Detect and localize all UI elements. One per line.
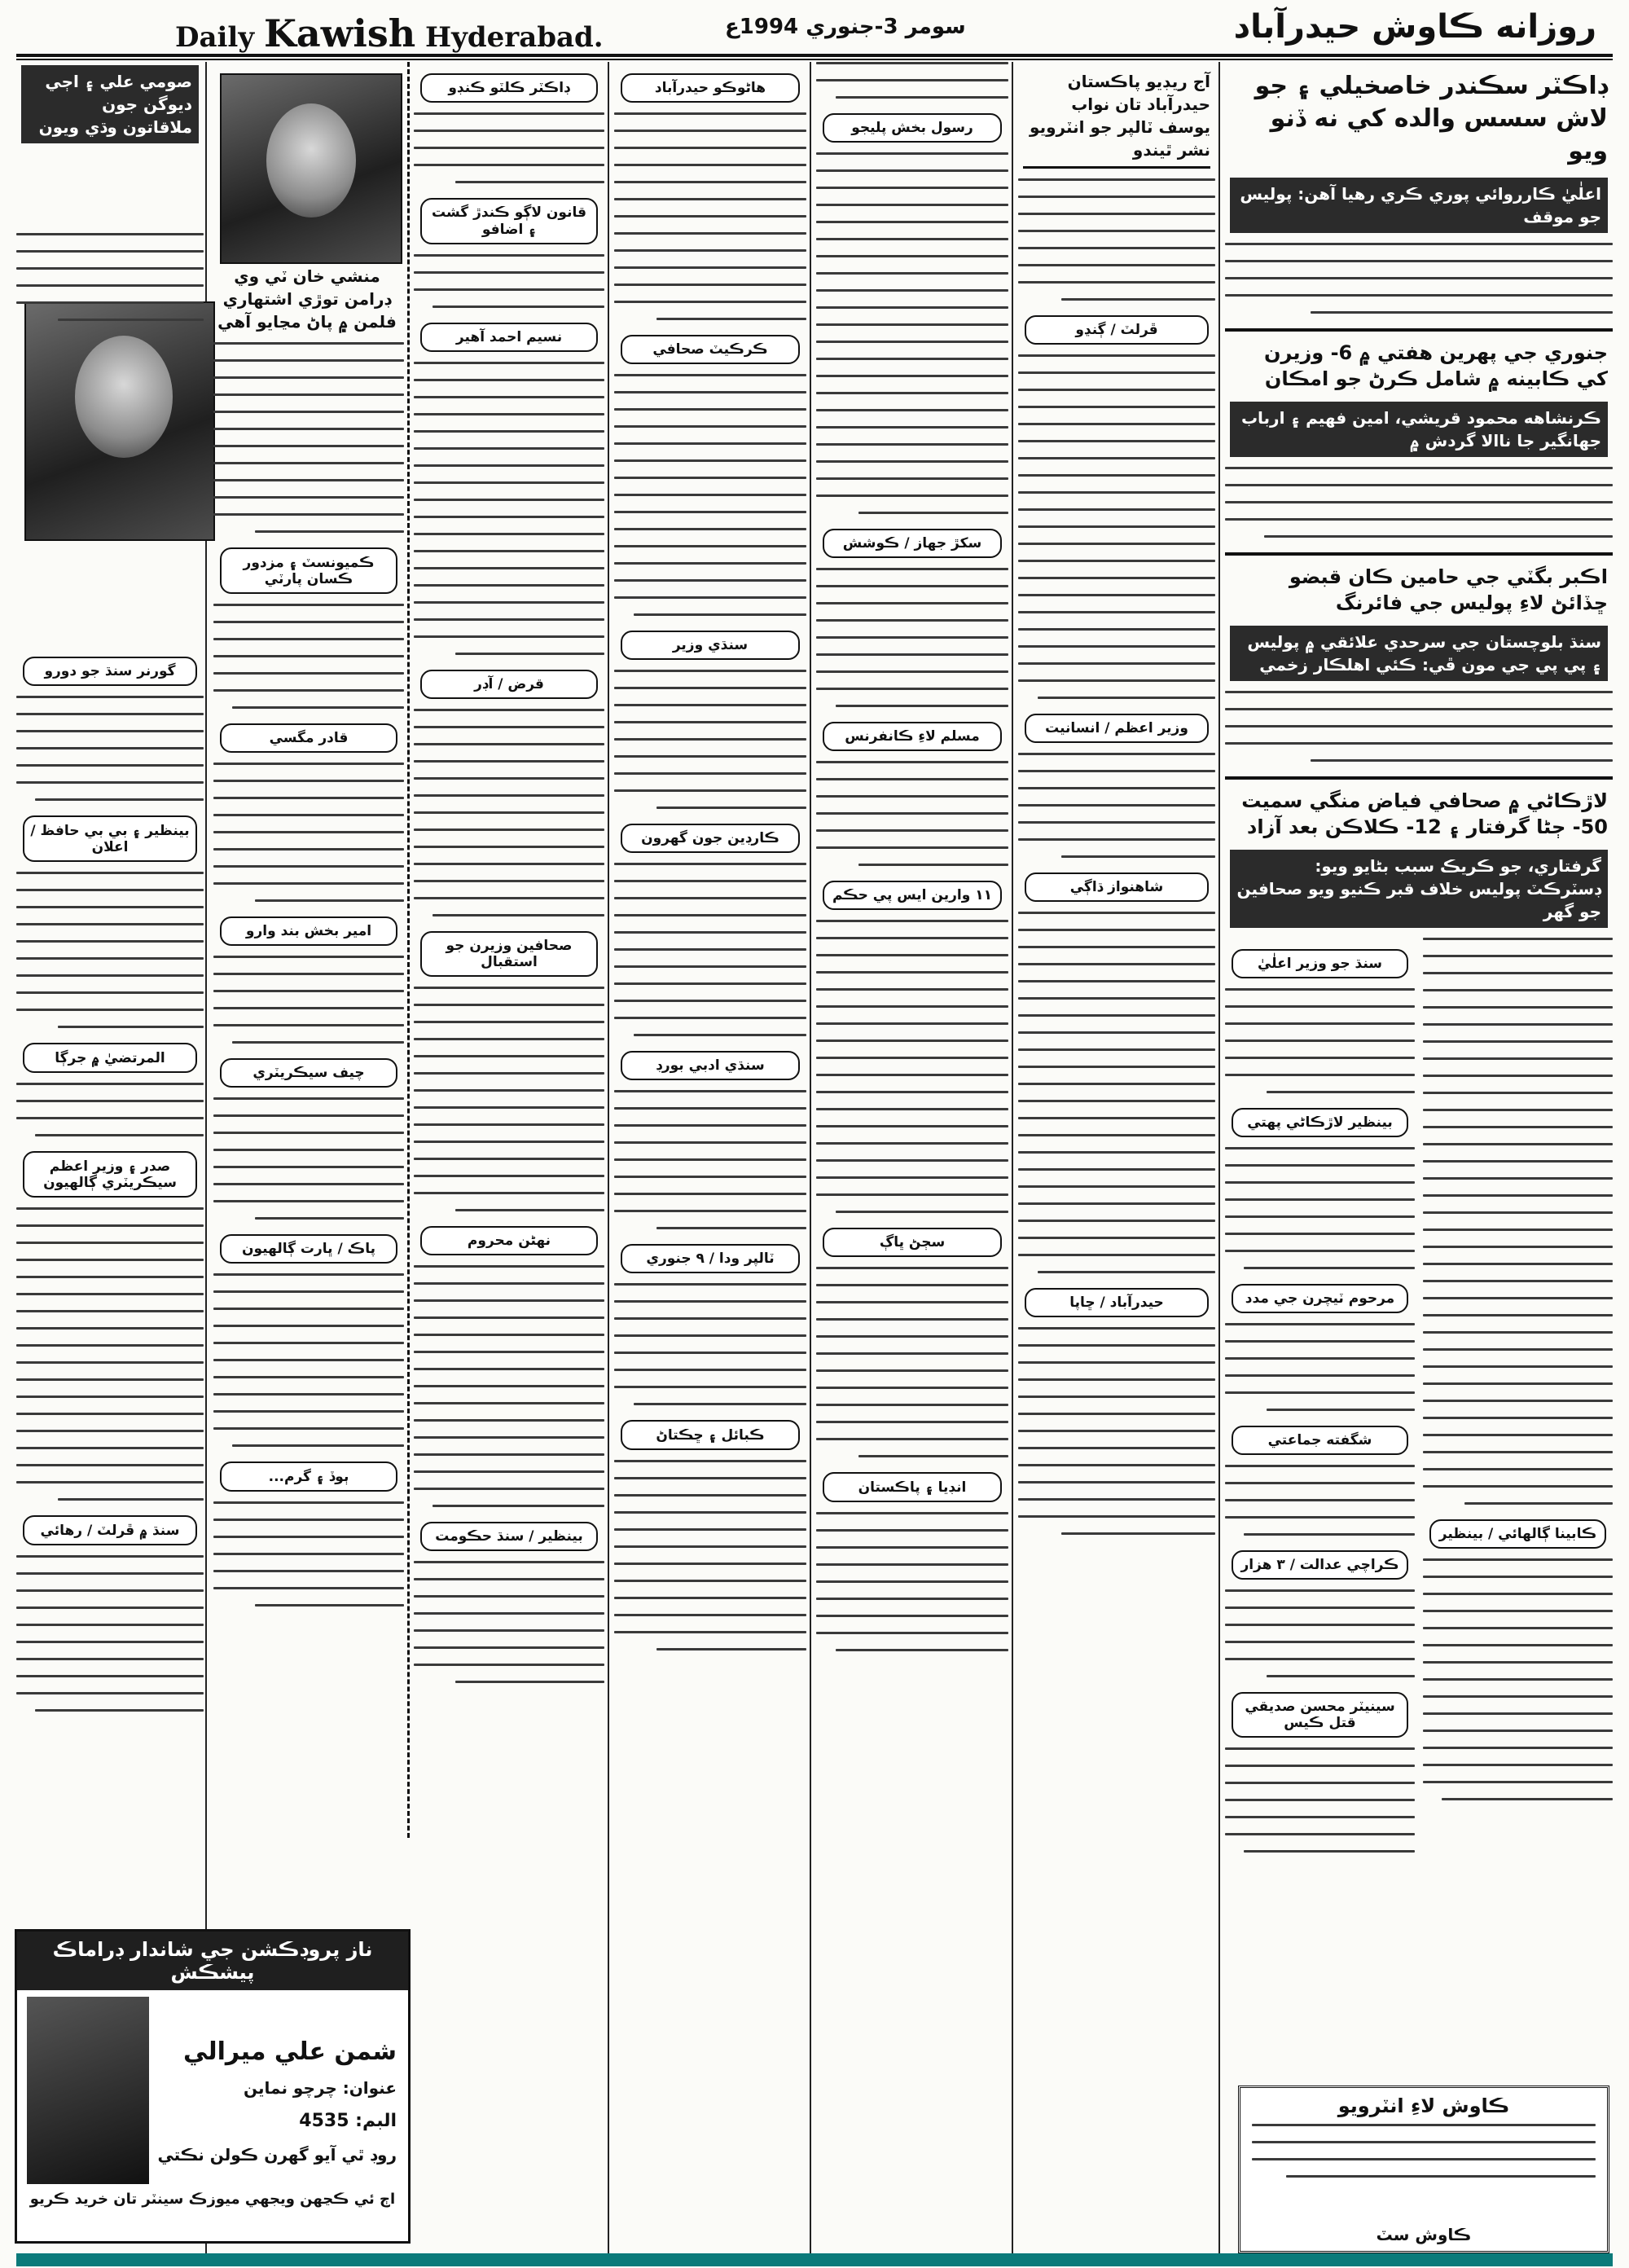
headline-cabinet: جنوري جي پهرين هفتي ۾ 6- وزيرن کي ڪابينه ۾ شامل ڪرڻ جو امڪان [1264, 341, 1608, 390]
article-text [1225, 691, 1613, 762]
article-text [1225, 467, 1613, 538]
section-box-plane: سکڙ جهاز / ڪوشش [823, 529, 1002, 558]
article-text [1018, 354, 1215, 699]
article-text [614, 1283, 806, 1405]
section-box-law: قانون لاڳو ڪندڙ گشت ۽ اضافو [420, 198, 598, 244]
section-box-minister: سنڌي وزير [621, 631, 800, 660]
kawish-interview-box [1238, 2086, 1609, 2253]
music-album-advertisement [15, 1929, 411, 2244]
article-text [816, 761, 1008, 866]
article-text [1018, 178, 1215, 301]
separator [1225, 328, 1613, 332]
ad-album-number: البم: 4535 [299, 2111, 397, 2131]
section-box-cabinet-talks: ڪابينا ڳالهائي / بينظير [1429, 1519, 1606, 1549]
column-rule-dashed [407, 62, 410, 1838]
singer-photo [27, 1997, 149, 2184]
section-box-tribes: ڪبائل ۽ ڇڪتاڻ [621, 1420, 800, 1450]
ad-singer-name: شمن علي ميرالي [183, 2037, 397, 2066]
page-footer-strip [16, 2253, 1613, 2266]
section-box-chief-minister: سنڌ جو وزير اعلٰيٰ [1232, 949, 1408, 978]
headline-bugti: اڪبر بگٽي جي حامين ڪان قبضو ڇڏائڻ لاءِ پوليس جي فائرنگ [1289, 565, 1608, 614]
article-text [16, 872, 204, 1028]
section-box-cardin: ڪارڊين جون گهرون [621, 824, 800, 853]
article-text [1225, 988, 1415, 1093]
lead-subheadline: اعلٰيٰ ڪارروائي پوري ڪري رهيا آهن: پوليس جو موقف [1230, 178, 1608, 233]
section-box-karachi-court: ڪراچي عدالت / ٣ هزار [1232, 1550, 1408, 1580]
section-box-mohsin-case: سينيٽر محسن صديقي قتل ڪيس [1232, 1692, 1408, 1738]
title-main: Kawish [263, 11, 416, 55]
article-text [614, 1090, 806, 1229]
section-box-sajan: سڄڻ ڀاڳ [823, 1228, 1002, 1257]
article-text [1225, 1465, 1415, 1536]
column-rule [1218, 62, 1220, 2253]
article-text [1225, 1323, 1415, 1411]
photo-caption: منشي خان ٽي وي ڊرامن توڙي اشتهاري فلمن ۾ پاڻ مڃايو آهي [217, 266, 397, 332]
article-text [1423, 938, 1613, 1505]
column-6 [1018, 62, 1215, 2253]
article-text [614, 374, 806, 616]
face-shape [266, 103, 356, 218]
actress-photo-1 [220, 73, 402, 264]
section-box-qadir: قادر مگسي [220, 723, 397, 753]
section-box-chief-secretary: چيف سيڪريٽري [220, 1058, 397, 1088]
article-text [816, 1267, 1008, 1457]
article-text [414, 1561, 604, 1683]
masthead-rule [16, 59, 1613, 60]
column-2 [213, 342, 404, 1971]
lead-subcolumns [1225, 938, 1613, 1867]
article-text [414, 1265, 604, 1507]
section-box-muslim-conference: مسلم لاءِ ڪانفرنس [823, 722, 1002, 751]
article-text [614, 1460, 806, 1650]
separator [1225, 552, 1613, 556]
section-box-adabi-board: سنڌي ادبي بورڊ [621, 1051, 800, 1080]
section-box-3: المرتضيٰ ۾ جرڳا [23, 1043, 197, 1073]
column-7-lead [1225, 62, 1613, 2253]
article-text [816, 62, 1008, 99]
subheadline-bugti: سنڌ بلوچستان جي سرحدي علائقي ۾ پوليس ۽ پي پي جي مون ڦي: ڪئي اهلڪار زخمي [1230, 626, 1608, 681]
section-box-shagufta: شگفته جماعتي [1232, 1426, 1408, 1455]
article-text [414, 112, 604, 183]
article-text [1225, 1747, 1415, 1853]
subheadline-cabinet: ڪرنشاهه محمود قريشي، امين فهيم ۽ ارباب جهانگير جا ناالا گردش ۾ [1230, 402, 1608, 457]
section-box-palijo: رسول بخش پليجو [823, 113, 1002, 143]
headline-somi-ali: صومي علي ۽ اڄي ديوگن جون ملاقاتون وڌي ويون [21, 65, 199, 143]
section-box-benazir-larkana: بينظير لاڙڪاڻي پهتي [1232, 1108, 1408, 1137]
title-prefix: Daily [175, 21, 255, 54]
section-box-doctor: ڊاڪٽر ڪلٽو ڪنڊو [420, 73, 598, 103]
column-rule [1012, 62, 1013, 2253]
article-text [1225, 1147, 1415, 1269]
article-text [816, 1512, 1008, 1651]
section-box-benazir: بينظير / سنڌ حڪومت [420, 1522, 598, 1551]
article-text [213, 956, 404, 1044]
headline-larkana: لاڙڪاڻي ۾ صحافي فياض منگي سميت 50- ڄڻا گرفتار ۽ 12- ڪلاڪن بعد آزاد [1241, 789, 1608, 838]
article-text [816, 152, 1008, 514]
section-box-sp-order: ١١ وارين ايس پي حڪم [823, 881, 1002, 910]
section-box-deprived: نهڻن محروم [420, 1226, 598, 1255]
masthead [16, 7, 1613, 57]
article-text [213, 763, 404, 902]
separator [1225, 776, 1613, 780]
subheadline-larkana: گرفتاري، جو ڪريڪ سبب بڻايو ويو: ڊسٽرڪٽ پوليس خلاف قبر ڪنيو ويو صحافين جو گهر [1230, 850, 1608, 928]
column-4 [614, 62, 806, 2253]
section-box-pm: وزير اعظم / انسانيت [1025, 714, 1209, 743]
ad-tagline: روڊ ٿي آيو گهرن ڪولن نڪتي [157, 2145, 397, 2165]
section-box-flood: ٻوڏ ۽ گرم... [220, 1461, 397, 1492]
english-masthead-title [175, 11, 604, 55]
column-rule [810, 62, 811, 2253]
article-text [614, 670, 806, 809]
subcolumn-left [1225, 938, 1415, 1867]
interview-footer: ڪاوش سٽ [1376, 2225, 1472, 2244]
issue-date: سومر 3-جنوري 1994ع [725, 15, 966, 39]
article-text [414, 362, 604, 655]
article-text [213, 1501, 404, 1606]
interview-text [1240, 2124, 1607, 2178]
article-text [16, 233, 204, 321]
article-text [1018, 912, 1215, 1273]
section-box-5: سنڌ ۾ ڦرلٽ / رهائي [23, 1515, 197, 1545]
sindhi-masthead-title: روزانه ڪاوش حيدرآباد [1233, 8, 1596, 46]
article-text [213, 604, 404, 709]
section-box-talks: پاڪ / ڀارت ڳالهيون [220, 1234, 397, 1264]
subcolumn-right [1423, 938, 1613, 1867]
section-box-loot: ڦرلٽ / ڳنڍو [1025, 315, 1209, 345]
article-text [816, 568, 1008, 707]
section-box-2: بينظير ۽ بي بي حافظ / اعلان [23, 815, 197, 862]
headline-radio-interview: آج ريڊيو پاڪستان حيدرآباد تان نواب يوسف ٽالپر جو انٽرويو نشر ٿيندو [1023, 70, 1210, 169]
section-box-india-pakistan: انڊيا ۽ پاڪستان [823, 1472, 1002, 1502]
ad-title: ناز پروڊڪشن جي شاندار ڊراماڪ پيشڪش [17, 1932, 408, 1990]
column-1 [16, 62, 204, 2253]
article-text [614, 863, 806, 1036]
section-box-1: گورنر سنڌ جو دورو [23, 657, 197, 686]
section-box-hyderabad: هاڻوڪو حيدرآباد [621, 73, 800, 103]
section-box-raids: حيدرآباد / ڇاپا [1025, 1288, 1209, 1317]
lead-headline-sikandar: ڊاڪٽر سڪندر خاصخيلي ۽ جو لاش سسس والده کي نه ڏنو ويو [1254, 72, 1608, 165]
section-box-communist: ڪميونسٽ ۽ مزدور ڪسان پارٽي [220, 547, 397, 594]
article-text [614, 112, 806, 320]
section-box-shahnawaz: شاهنواز ڌاڳي [1025, 872, 1209, 902]
article-text [816, 920, 1008, 1213]
article-text [1018, 1327, 1215, 1535]
article-text [414, 709, 604, 916]
article-text [213, 342, 404, 533]
title-suffix: Hyderabad. [425, 21, 604, 54]
article-text [213, 1273, 404, 1447]
column-3 [414, 62, 604, 2253]
section-box-loan: قرض / آڊر [420, 670, 598, 699]
ad-album-title: عنوان: چرچو نماين [244, 2078, 397, 2098]
column-5 [816, 62, 1008, 2253]
section-box-naseem: نسيم احمد آهير [420, 323, 598, 352]
section-box-amir: امير بخش بند وارو [220, 916, 397, 946]
interview-title: ڪاوش لاءِ انٽرويو [1337, 2094, 1510, 2117]
article-text [16, 1207, 204, 1501]
article-text [1018, 753, 1215, 858]
article-text [414, 987, 604, 1211]
section-box-4: صدر ۽ وزير اعظم سيڪريٽري ڳالهيون [23, 1151, 197, 1198]
article-text [16, 1083, 204, 1136]
article-text [213, 1097, 404, 1220]
section-box-talpur: ٽالپر ودا / ٩ جنوري [621, 1244, 800, 1273]
article-text [414, 254, 604, 308]
ad-footer-note: اڄ ئي ڪڃهن ويجهي ميوزڪ سينٽر تان خريد ڪريو [29, 2191, 396, 2208]
section-box-welcome: صحافين وزيرن جو استقبال [420, 931, 598, 977]
article-text [16, 696, 204, 801]
article-text [1225, 1589, 1415, 1677]
section-box-teachers: مرحوم ٽيچرن جي مدد [1232, 1284, 1408, 1313]
column-rule [608, 62, 609, 2253]
article-text [1423, 1558, 1613, 1800]
article-text [16, 1555, 204, 1712]
section-box-cricket: ڪرڪيٽ صحافي [621, 335, 800, 364]
article-text [1225, 243, 1613, 314]
